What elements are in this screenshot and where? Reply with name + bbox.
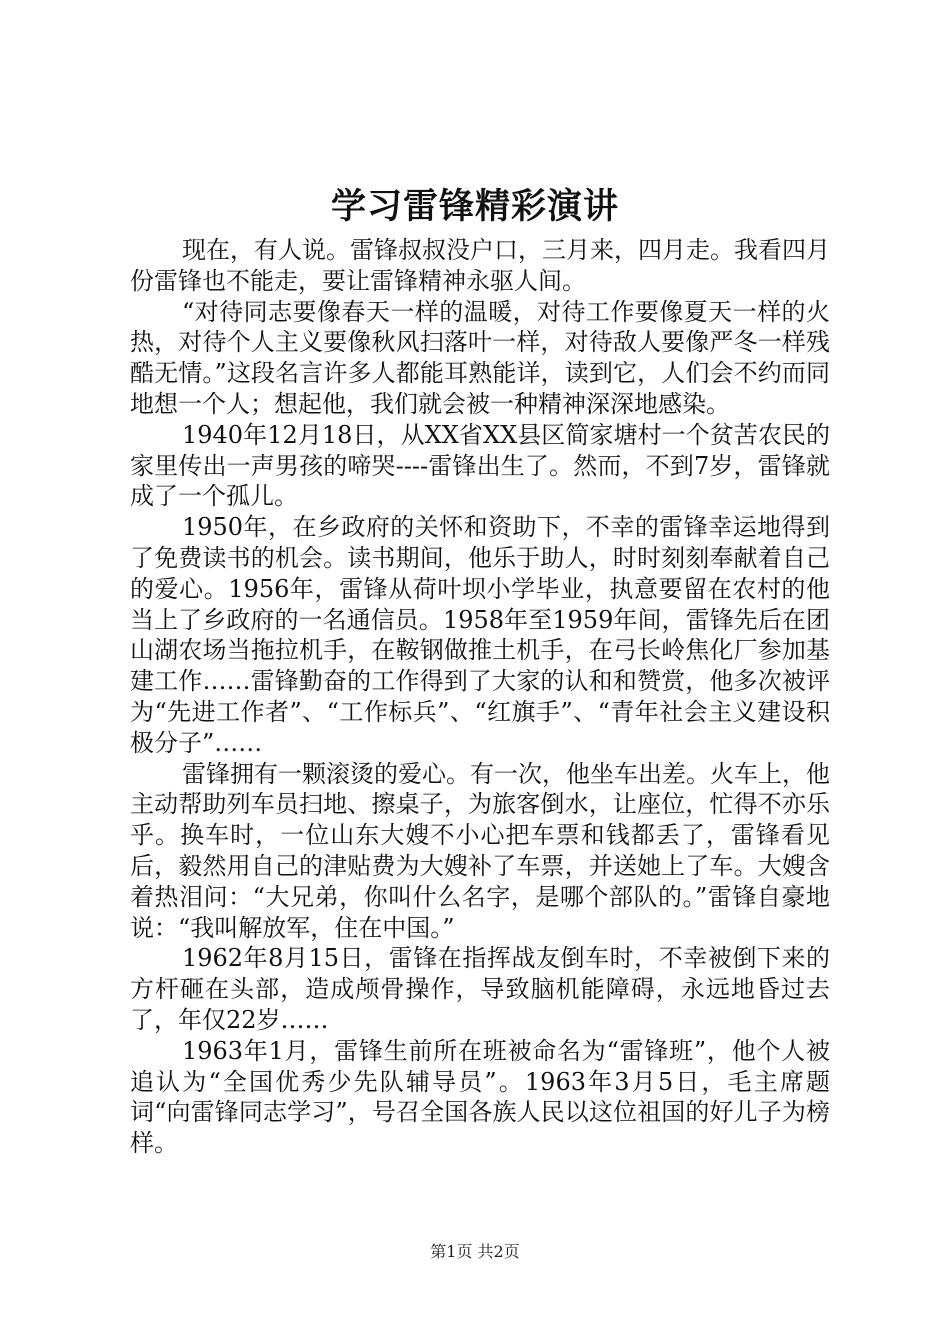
document-title: 学习雷锋精彩演讲 xyxy=(330,186,619,227)
paragraph: 雷锋拥有一颗滚烫的爱心。有一次，他坐车出差。火车上，他主动帮助列车员扫地、擦桌子，为旅客倒水，让座位，忙得不亦乐乎。换车时，一位山东大嫂不小心把车票和钱都丢了，雷锋看见后，毅然用自己的津贴费为大嫂补了车票，并送她上了车。大嫂含着热泪问：“大兄弟，你叫什么名字，是哪个部队的。”雷锋自豪地说：“我叫解放军，住在中国。” xyxy=(130,759,830,942)
document-body xyxy=(130,235,830,1159)
paragraph: “对待同志要像春天一样的温暖，对待工作要像夏天一样的火热，对待个人主义要像秋风扫落叶一样，对待敌人要像严冬一样残酷无情。”这段名言许多人都能耳熟能详，读到它，人们会不约而同地想一个人；想起他，我们就会被一种精神深深地感染。 xyxy=(130,297,830,418)
page-number-footer: 第1页 共2页 xyxy=(430,1242,520,1261)
paragraph: 1962年8月15日，雷锋在指挥战友倒车时，不幸被倒下来的方杆砸在头部，造成颅骨操作，导致脑机能障碍，永远地昏过去了，年仅22岁…… xyxy=(130,944,830,1034)
paragraph: 1940年12月18日，从XX省XX县区简家塘村一个贫苦农民的家里传出一声男孩的啼哭----雷锋出生了。然而，不到7岁，雷锋就成了一个孤儿。 xyxy=(130,420,830,511)
paragraph: 现在，有人说。雷锋叔叔没户口，三月来，四月走。我看四月份雷锋也不能走，要让雷锋精神永驱人间。 xyxy=(130,236,830,295)
paragraph: 1950年，在乡政府的关怀和资助下，不幸的雷锋幸运地得到了免费读书的机会。读书期间，他乐于助人，时时刻刻奉献着自己的爱心。1956年，雷锋从荷叶坝小学毕业，执意要留在农村的他当上了乡政府的一名通信员。1958年至1959年间，雷锋先后在团山湖农场当拖拉机手，在鞍钢做推土机手，在弓长岭焦化厂参加基建工作……雷锋勤奋的工作得到了大家的认和和赞赏，他多次被评为“先进工作者”、“工作标兵”、“红旗手”、“青年社会主义建设积极分子”…… xyxy=(130,513,830,757)
paragraph: 1963年1月，雷锋生前所在班被命名为“雷锋班”，他个人被追认为“全国优秀少先队辅导员”。1963年3月5日，毛主席题词“向雷锋同志学习”，号召全国各族人民以这位祖国的好儿子为榜样。 xyxy=(130,1036,830,1158)
